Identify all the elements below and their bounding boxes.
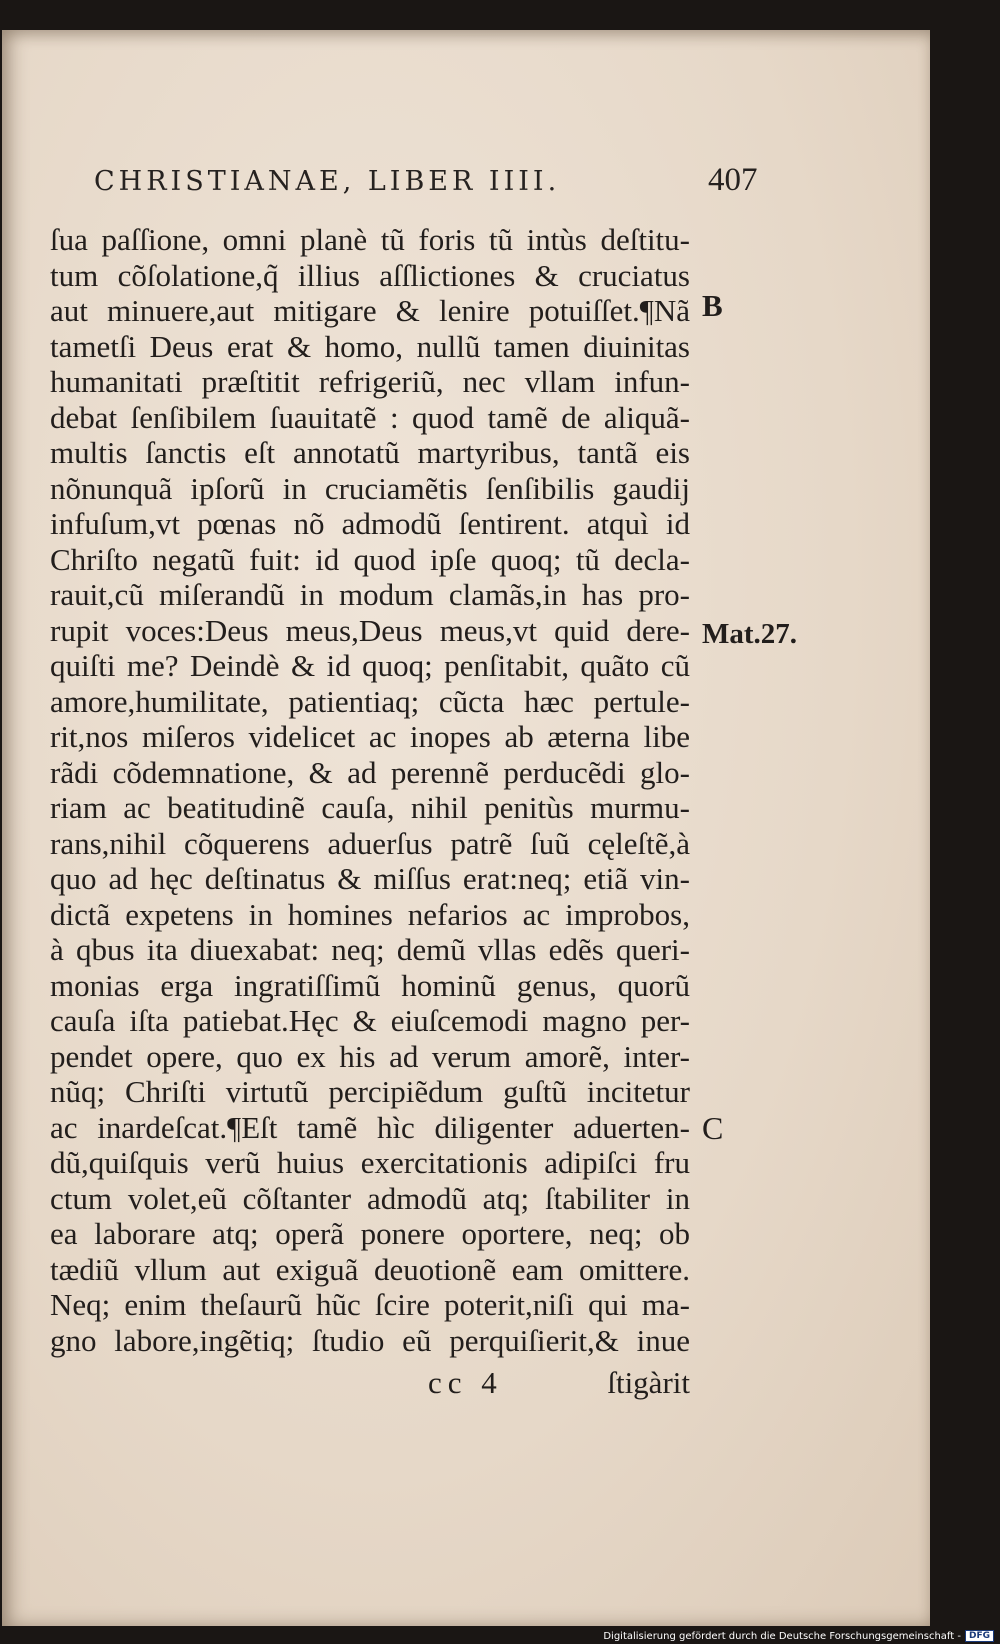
text-line: riam ac beatitudinẽ cauſa, nihil penitùs murmu- (50, 790, 690, 825)
text-line: rauit,cũ miſerandũ in modum clamãs,in has pro- (50, 577, 690, 612)
text-line: rupit voces:Deus meus,Deus meus,vt quid dere- (50, 612, 690, 648)
page-header (94, 148, 774, 208)
text-line: multis ſanctis eſt annotatũ martyribus, tantã eis (50, 435, 690, 470)
text-line: aut minuere,aut mitigare & lenire potuiſſet.¶Nã (50, 293, 690, 328)
page-footer (50, 1365, 690, 1405)
text-line: humanitati præſtitit refrigeriũ, nec vllam infun- (50, 364, 690, 399)
text-line: nõnunquã ipſorũ in cruciamẽtis ſenſibilis gaudij (50, 470, 690, 506)
text-line: quo ad hęc deſtinatus & miſſus erat:neq; etiã vin- (50, 861, 690, 896)
text-line: ſua paſſione, omni planè tũ foris tũ intùs deſtitu- (50, 222, 690, 257)
text-line: infuſum,vt pœnas nõ admodũ ſentirent. atquì id (50, 506, 690, 541)
text-line: pendet opere, quo ex his ad verum amorẽ, inter- (50, 1038, 690, 1074)
text-line: nũq; Chriſti virtutũ percipiẽdum guſtũ incitetur (50, 1074, 690, 1109)
text-line: ac inardeſcat.¶Eſt tamẽ hìc diligenter aduerten- (50, 1109, 690, 1145)
text-line: tum cõſolatione,q̃ illius aſſlictiones & cruciatus (50, 257, 690, 293)
margin-note-b: B (702, 288, 723, 323)
body-text (50, 222, 690, 1358)
dfg-logo: DFG (965, 1630, 994, 1642)
margin-note-c: C (702, 1110, 724, 1146)
text-line: à qbus ita diuexabat: neq; demũ vllas edẽs queri- (50, 932, 690, 967)
text-line: rans,nihil cõquerens aduerſus patrẽ ſuũ cęleſtẽ,à (50, 825, 690, 861)
text-line: ctum volet,eũ cõſtanter admodũ atq; ſtabiliter in (50, 1180, 690, 1216)
signature-mark: cc 4 (428, 1365, 503, 1400)
text-line: tametſi Deus erat & homo, nullũ tamen diuinitas (50, 328, 690, 364)
text-line: rãdi cõdemnatione, & ad perennẽ perducẽdi glo- (50, 754, 690, 790)
text-line: amore,humilitate, patientiaq; cũcta hæc pertule- (50, 683, 690, 719)
text-line: debat ſenſibilem ſuauitatẽ : quod tamẽ de aliquã- (50, 399, 690, 435)
text-line: ea laborare atq; operã ponere oportere, neq; ob (50, 1216, 690, 1251)
text-line: tædiũ vllum aut exiguã deuotionẽ eam omittere. (50, 1251, 690, 1287)
book-page (2, 30, 930, 1626)
text-line: dictã expetens in homines nefarios ac improbos, (50, 896, 690, 932)
text-line: cauſa iſta patiebat.Hęc & eiuſcemodi magno per- (50, 1003, 690, 1038)
digitization-credit (603, 1630, 994, 1642)
running-title: CHRISTIANAE, LIBER IIII. (94, 166, 561, 197)
margin-note-mat: Mat.27. (702, 618, 798, 650)
text-line: rit,nos miſeros videlicet ac inopes ab æterna libe (50, 719, 690, 754)
text-line: Chriſto negatũ fuit: id quod ipſe quoq; tũ decla- (50, 541, 690, 577)
text-line: Neq; enim theſaurũ hũc ſcire poterit,niſi qui ma- (50, 1287, 690, 1322)
credit-text: Digitalisierung gefördert durch die Deutsche Forschungsgemeinschaft - (603, 1630, 961, 1642)
text-line: quiſti me? Deindè & id quoq; penſitabit, quãto cũ (50, 648, 690, 683)
text-line: dũ,quiſquis verũ huius exercitationis adipiſci fru (50, 1145, 690, 1180)
page-number: 407 (708, 162, 758, 198)
text-line: monias erga ingratiſſimũ hominũ genus, quorũ (50, 967, 690, 1003)
text-line: gno labore,ingẽtiq; ſtudio eũ perquiſierit,& inue (50, 1322, 690, 1358)
catchword: ſtigàrit (607, 1365, 690, 1400)
